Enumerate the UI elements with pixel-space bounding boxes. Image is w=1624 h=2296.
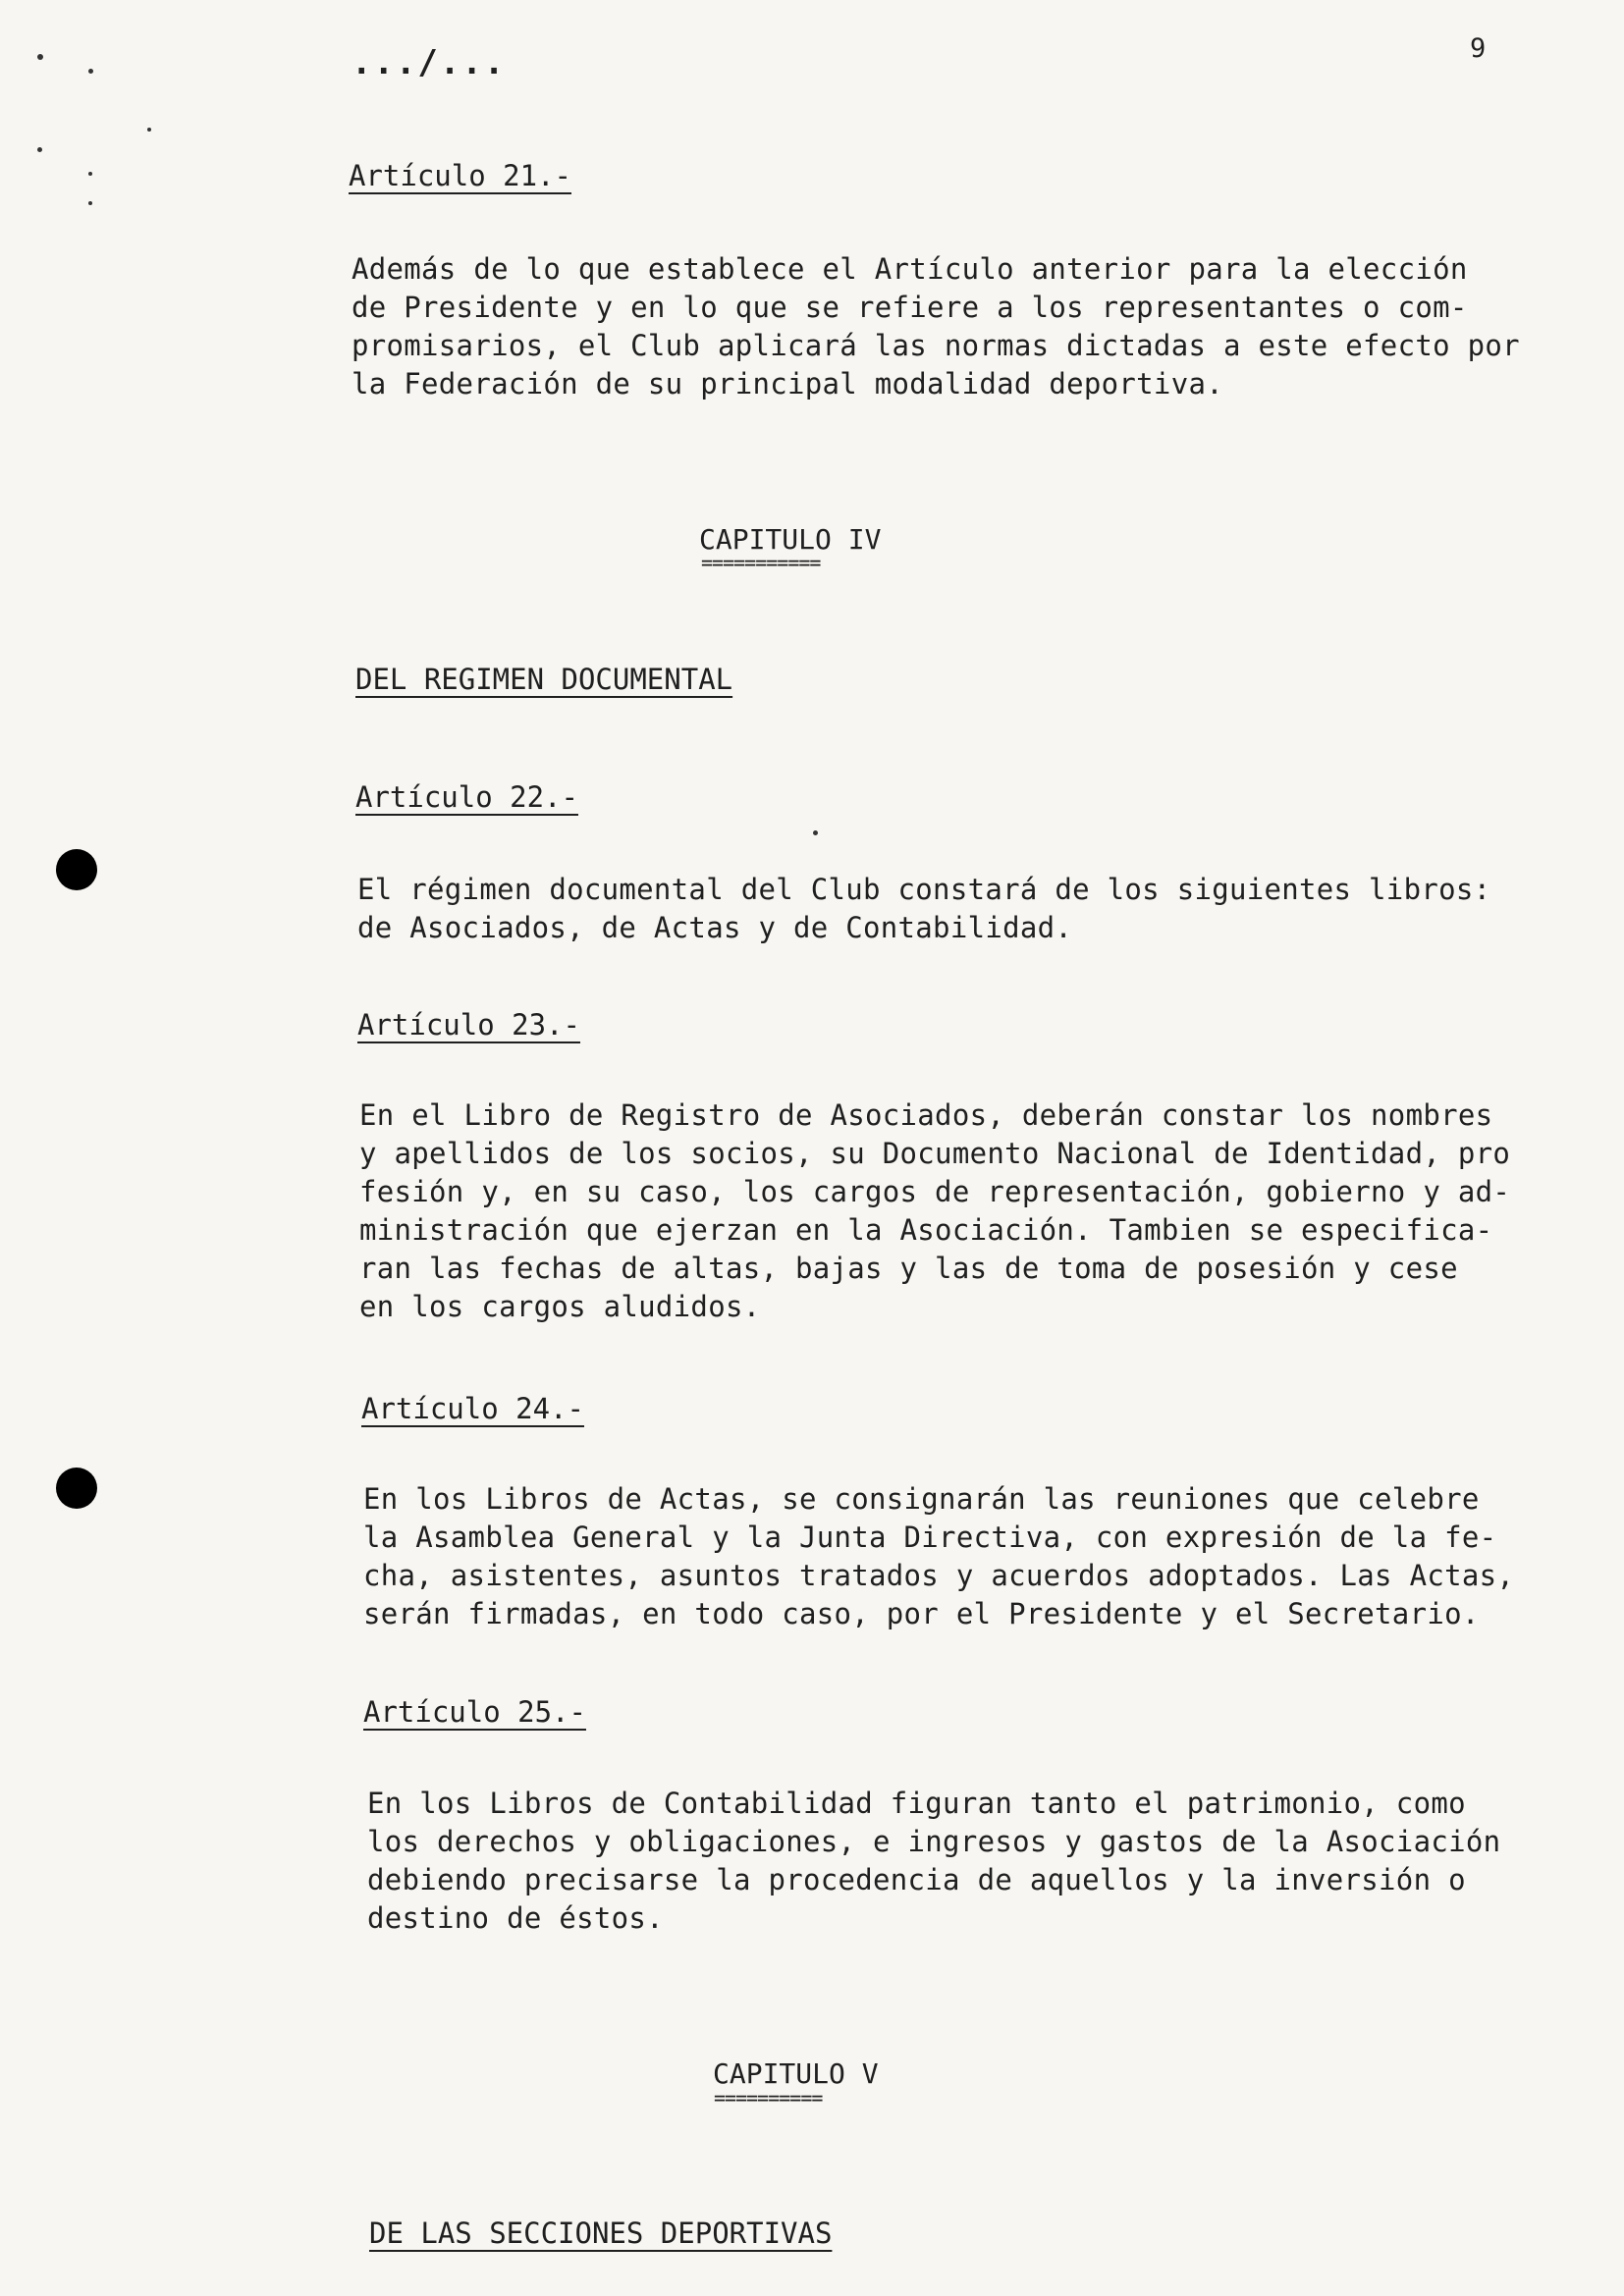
chapter-title: CAPITULO IV [699,523,882,556]
margin-speck [88,69,93,74]
chapter-title-rule: =========== [701,551,821,574]
section-heading: DEL REGIMEN DOCUMENTAL [355,663,733,696]
article-heading: Artículo 21.- [349,159,571,192]
article-text: En los Libros de Contabilidad figuran tanto el patrimonio, como los derechos y obligaciones, e ingresos y gastos de la Asociación debiendo precisarse la procedencia de aquellos y la inversión o destino de éstos. [367,1787,1501,1935]
margin-speck [37,147,42,152]
chapter-title: CAPITULO V [713,2057,879,2090]
margin-speck [88,201,92,205]
article-heading: Artículo 25.- [363,1695,586,1729]
margin-speck [37,54,43,60]
margin-speck [147,128,151,132]
article-heading: Artículo 24.- [361,1392,584,1425]
binder-hole-mark [56,849,97,890]
continuation-mark: .../... [352,43,507,82]
page-number: 9 [1470,33,1487,64]
margin-speck [88,172,92,176]
article-heading: Artículo 23.- [357,1008,580,1041]
article-text: Además de lo que establece el Artículo anterior para la elección de Presidente y en lo que se refiere a los representantes o com- promisarios, el Club aplicará las normas dictadas a este efecto por la Federación de su principal modalidad deportiva. [352,252,1520,400]
article-text: El régimen documental del Club constará de los siguientes libros: de Asociados, de Actas y de Contabilidad. [357,873,1491,944]
section-heading: DE LAS SECCIONES DEPORTIVAS [369,2216,833,2250]
article-heading: Artículo 22.- [355,780,578,814]
binder-hole-mark [56,1468,97,1509]
article-text: En el Libro de Registro de Asociados, deberán constar los nombres y apellidos de los socios, su Documento Nacional de Identidad, pro fesión y, en su caso, los cargos de representación, gobierno y ad- ministración que ejerzan en la Asociación. Tambien se especifica- ran las fechas de altas, bajas y las de toma de posesión y cese en los cargos aludidos. [359,1098,1511,1323]
chapter-title-rule: ========== [714,2086,823,2109]
article-text: En los Libros de Actas, se consignarán las reuniones que celebre la Asamblea General y la Junta Directiva, con expresión de la fe- cha, asistentes, asuntos tratados y acuerdos adoptados. Las Actas, serán firmadas, en todo caso, por el Presidente y el Secretario. [363,1482,1515,1630]
margin-speck [813,830,818,835]
